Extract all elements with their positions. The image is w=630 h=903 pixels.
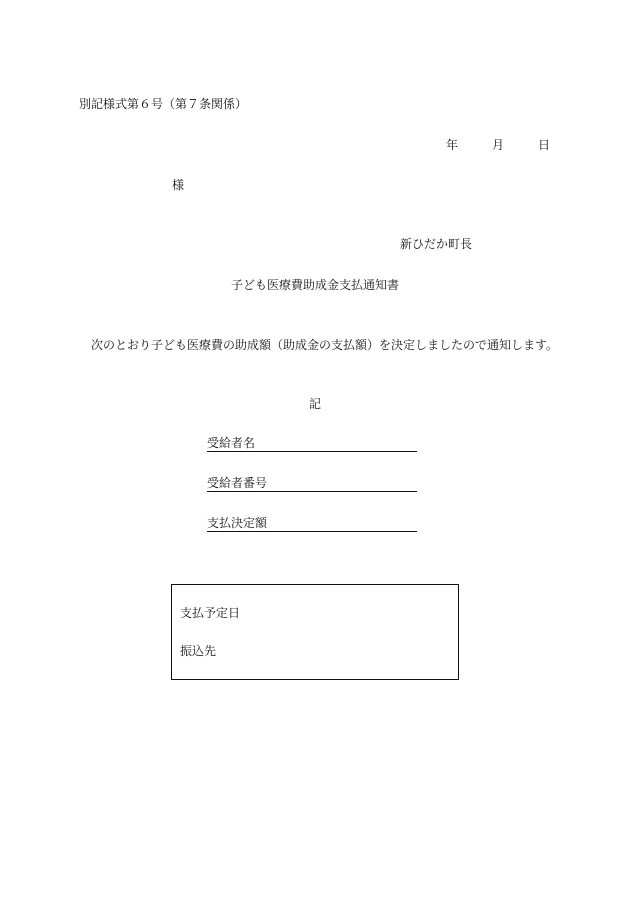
form-number: 別記様式第６号（第７条関係） — [79, 97, 248, 111]
recipient-number-field — [207, 475, 417, 492]
date-month-label: 月 — [492, 138, 505, 152]
issuer: 新ひだか町長 — [400, 237, 473, 251]
addressee-suffix: 様 — [172, 178, 185, 192]
recipient-name-field — [207, 435, 417, 452]
notice-body: 次のとおり子ども医療費の助成額（助成金の支払額）を決定しましたので通知します。 — [91, 338, 559, 352]
scheduled-date-label: 支払予定日 — [180, 606, 241, 620]
payment-info-box — [171, 584, 459, 680]
transfer-account-label: 振込先 — [180, 644, 217, 658]
recipient-number-label: 受給者番号 — [207, 476, 268, 490]
recipient-name-label: 受給者名 — [207, 436, 256, 450]
ki-heading: 記 — [308, 397, 321, 411]
payment-amount-field — [207, 515, 417, 532]
document-title: 子ども医療費助成金支払通知書 — [230, 278, 399, 292]
date-day-label: 日 — [538, 138, 551, 152]
date-year-label: 年 — [446, 138, 459, 152]
payment-amount-label: 支払決定額 — [207, 516, 268, 530]
date-line — [446, 137, 550, 153]
